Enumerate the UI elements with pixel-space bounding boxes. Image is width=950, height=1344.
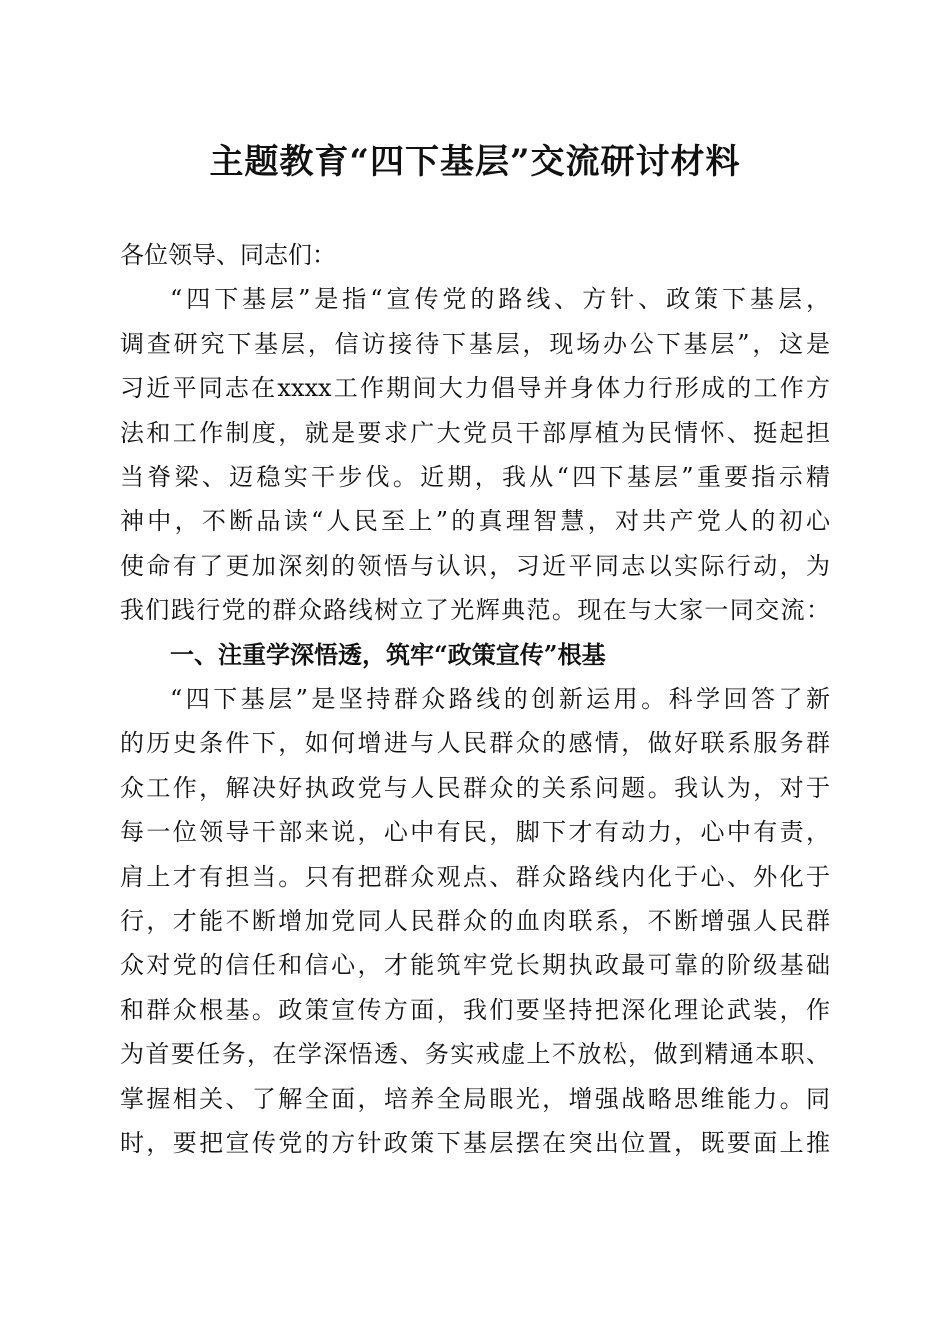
paragraph-line: 行，才能不断增加党同人民群众的血肉联系，不断增强人民群 bbox=[120, 907, 830, 935]
paragraph-line: “四下基层”是指“宣传党的路线、方针、政策下基层， bbox=[170, 285, 830, 314]
paragraph-line: 掌握相关、了解全面，培养全局眼光，增强战略思维能力。同 bbox=[120, 1084, 830, 1113]
paragraph-line: 当脊梁、迈稳实干步伐。近期，我从“四下基层”重要指示精 bbox=[120, 463, 830, 491]
paragraph-line: 的历史条件下，如何增进与人民群众的感情，做好联系服务群 bbox=[120, 729, 830, 758]
section-heading: 一、注重学深悟透，筑牢“政策宣传”根基 bbox=[170, 639, 606, 669]
paragraph-line: 众工作，解决好执政党与人民群众的关系问题。我认为，对于 bbox=[120, 773, 830, 802]
greeting-line: 各位领导、同志们： bbox=[120, 241, 336, 269]
paragraph-line: 习近平同志在xxxx工作期间大力倡导并身体力行形成的工作方 bbox=[120, 374, 830, 403]
paragraph-line: 时，要把宣传党的方针政策下基层摆在突出位置，既要面上推 bbox=[120, 1129, 830, 1157]
paragraph-line: “四下基层”是坚持群众路线的创新运用。科学回答了新 bbox=[170, 685, 830, 713]
paragraph-line: 调查研究下基层，信访接待下基层，现场办公下基层”，这是 bbox=[120, 329, 830, 358]
paragraph-line: 众对党的信任和信心，才能筑牢党长期执政最可靠的阶级基础 bbox=[120, 951, 830, 980]
paragraph-line: 神中，不断品读“人民至上”的真理智慧，对共产党人的初心 bbox=[120, 507, 830, 536]
paragraph-line: 为首要任务，在学深悟透、务实戒虚上不放松，做到精通本职、 bbox=[120, 1040, 830, 1069]
paragraph-line: 肩上才有担当。只有把群众观点、群众路线内化于心、外化于 bbox=[120, 862, 830, 891]
paragraph-line: 法和工作制度，就是要求广大党员干部厚植为民情怀、挺起担 bbox=[120, 418, 830, 447]
paragraph-line: 我们践行党的群众路线树立了光辉典范。现在与大家一同交流： bbox=[120, 596, 830, 625]
paragraph-line: 每一位领导干部来说，心中有民，脚下才有动力，心中有责， bbox=[120, 818, 830, 847]
paragraph-line: 和群众根基。政策宣传方面，我们要坚持把深化理论武装，作 bbox=[120, 995, 830, 1024]
document-title: 主题教育“四下基层”交流研讨材料 bbox=[209, 142, 741, 182]
paragraph-line: 使命有了更加深刻的领悟与认识，习近平同志以实际行动，为 bbox=[120, 551, 830, 580]
